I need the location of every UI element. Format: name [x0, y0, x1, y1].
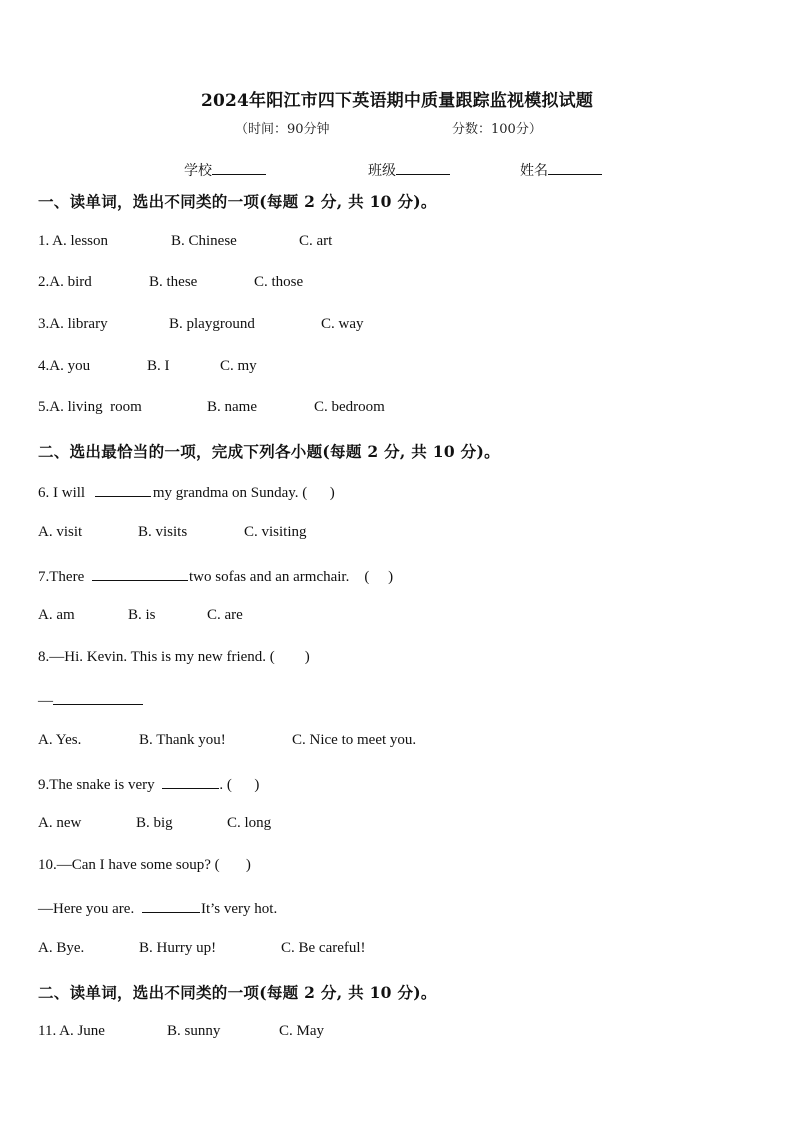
- q10-option-b: B. Hurry up!: [139, 940, 217, 956]
- q6-option-b: B. visits: [138, 524, 188, 540]
- q1-option-c: C. art: [299, 233, 333, 249]
- q3-option-b: B. playground: [169, 316, 255, 332]
- page-title: 2024年阳江市四下英语期中质量跟踪监视模拟试题: [200, 91, 594, 111]
- q8-option-b: B. Thank you!: [139, 732, 226, 748]
- question-2: [38, 274, 304, 291]
- section-2-heading: 二、选出最恰当的一项，完成下列各小题(每题 2 分, 共 10 分)。: [38, 442, 500, 461]
- q6-option-a: A. visit: [38, 524, 83, 540]
- question-3: [38, 316, 364, 333]
- question-7-options: [38, 607, 243, 624]
- question-8-reply: [38, 690, 143, 710]
- q6-text-before: 6. I will: [38, 485, 86, 501]
- question-5: [38, 399, 385, 416]
- q6-option-c: C. visiting: [244, 524, 307, 540]
- question-6-options: [38, 524, 307, 541]
- q6-text-after: my grandma on Sunday. ( ): [152, 485, 335, 501]
- school-label: 学校: [184, 163, 212, 179]
- exam-score: 分数：100分）: [452, 122, 542, 137]
- q2-option-a: 2.A. bird: [38, 274, 92, 290]
- q7-answer-blank[interactable]: [92, 566, 188, 581]
- q9-option-a: A. new: [38, 815, 82, 831]
- name-label: 姓名: [520, 163, 548, 179]
- exam-time: （时间：90分钟: [235, 122, 330, 137]
- q1-option-b: B. Chinese: [171, 233, 237, 249]
- q9-option-c: C. long: [227, 815, 272, 831]
- q7-text-after: two sofas and an armchair. ( ): [188, 569, 394, 585]
- name-field: [520, 160, 602, 180]
- q3-option-c: C. way: [321, 316, 364, 332]
- name-blank[interactable]: [548, 160, 602, 175]
- q8-answer-blank[interactable]: [53, 690, 143, 705]
- question-4: [38, 358, 257, 375]
- q7-text-before: 7.There: [38, 569, 85, 585]
- q5-option-b: B. name: [207, 399, 257, 415]
- q8-option-a: A. Yes.: [38, 732, 82, 748]
- question-9-options: [38, 815, 272, 832]
- q5-option-a: 5.A. living room: [38, 399, 142, 415]
- q7-option-c: C. are: [207, 607, 243, 623]
- q8-dash: —: [38, 693, 53, 709]
- q11-option-b: B. sunny: [167, 1023, 221, 1039]
- school-field: [184, 160, 266, 180]
- q1-option-a: 1. A. lesson: [38, 233, 109, 249]
- question-10-stem: 10.—Can I have some soup? ( ): [38, 857, 251, 873]
- q11-option-c: C. May: [279, 1023, 324, 1039]
- q7-option-a: A. am: [38, 607, 75, 623]
- q9-answer-blank[interactable]: [162, 774, 219, 789]
- class-field: [368, 160, 450, 180]
- q3-option-a: 3.A. library: [38, 316, 108, 332]
- q2-option-c: C. those: [254, 274, 304, 290]
- question-7-stem: [38, 566, 393, 586]
- section-3-heading: 二、读单词，选出不同类的一项(每题 2 分, 共 10 分)。: [38, 983, 437, 1002]
- question-10-options: [38, 940, 366, 957]
- question-11: [38, 1023, 324, 1040]
- class-blank[interactable]: [396, 160, 450, 175]
- q2-option-b: B. these: [149, 274, 198, 290]
- q4-option-b: B. I: [147, 358, 170, 374]
- question-9-stem: [38, 774, 259, 794]
- q9-option-b: B. big: [136, 815, 173, 831]
- q9-text-after: . ( ): [219, 777, 260, 793]
- q10-text-before: —Here you are.: [38, 901, 135, 917]
- q7-option-b: B. is: [128, 607, 156, 623]
- q4-option-c: C. my: [220, 358, 257, 374]
- q4-option-a: 4.A. you: [38, 358, 91, 374]
- q10-text-after: It’s very hot.: [200, 901, 278, 917]
- q9-text-before: 9.The snake is very: [38, 777, 155, 793]
- q11-option-a: 11. A. June: [38, 1023, 105, 1039]
- question-6-stem: [38, 482, 335, 502]
- q8-option-c: C. Nice to meet you.: [292, 732, 417, 748]
- q10-option-a: A. Bye.: [38, 940, 85, 956]
- q6-answer-blank[interactable]: [95, 482, 151, 497]
- question-1: [38, 233, 333, 250]
- question-8-options: [38, 732, 417, 749]
- q10-option-c: C. Be careful!: [281, 940, 366, 956]
- school-blank[interactable]: [212, 160, 266, 175]
- q10-answer-blank[interactable]: [142, 898, 200, 913]
- q5-option-c: C. bedroom: [314, 399, 385, 415]
- class-label: 班级: [368, 163, 396, 179]
- question-8-stem: 8.—Hi. Kevin. This is my new friend. ( ): [38, 649, 310, 665]
- question-10-reply: [38, 898, 277, 918]
- section-1-heading: 一、读单词，选出不同类的一项(每题 2 分, 共 10 分)。: [38, 192, 437, 211]
